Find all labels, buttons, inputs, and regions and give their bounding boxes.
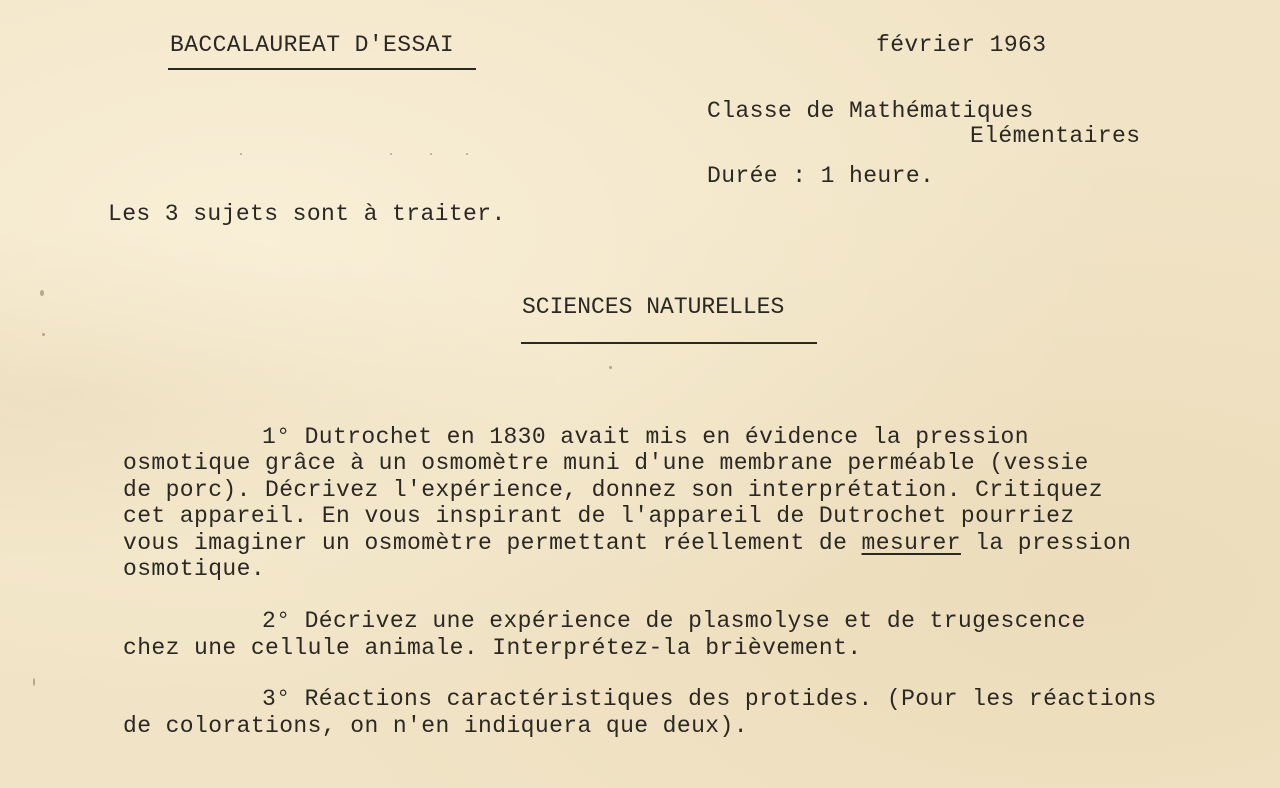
paper-speck bbox=[33, 678, 35, 686]
emphasized-word: mesurer bbox=[861, 530, 961, 556]
question-3-line-2: de colorations, on n'en indiquera que deux). bbox=[123, 713, 748, 739]
paper-speck bbox=[390, 153, 392, 155]
class-line-2: Elémentaires bbox=[970, 123, 1141, 149]
paper-speck bbox=[240, 153, 242, 155]
question-1-line-5-start: vous imaginer un osmomètre permettant réellement de bbox=[123, 530, 862, 556]
paper-speck bbox=[42, 333, 45, 336]
paper-speck bbox=[609, 366, 612, 369]
question-1-line-6: osmotique. bbox=[123, 556, 266, 582]
question-1-line-5 bbox=[123, 530, 1131, 557]
subject-title: SCIENCES NATURELLES bbox=[522, 294, 785, 320]
question-3-line-1: 3° Réactions caractéristiques des protides. (Pour les réactions bbox=[262, 686, 1157, 712]
exam-duration: Durée : 1 heure. bbox=[707, 163, 935, 189]
exam-title-underline bbox=[168, 68, 476, 70]
exam-title: BACCALAUREAT D'ESSAI bbox=[170, 32, 455, 58]
question-1-line-3: de porc). Décrivez l'expérience, donnez son interprétation. Critiquez bbox=[123, 477, 1103, 503]
class-line-1: Classe de Mathématiques bbox=[707, 98, 1034, 124]
paper-speck bbox=[40, 290, 44, 296]
paper-speck bbox=[430, 153, 432, 155]
question-2-line-2: chez une cellule animale. Interprétez-la brièvement. bbox=[123, 635, 862, 661]
question-1-line-5-end: la pression bbox=[960, 530, 1132, 556]
paper-speck bbox=[466, 153, 468, 155]
subject-title-underline bbox=[521, 342, 817, 344]
question-1-line-2: osmotique grâce à un osmomètre muni d'une membrane perméable (vessie bbox=[123, 450, 1089, 476]
question-2-line-1: 2° Décrivez une expérience de plasmolyse et de trugescence bbox=[262, 608, 1086, 634]
exam-instruction: Les 3 sujets sont à traiter. bbox=[108, 201, 506, 227]
question-1-line-4: cet appareil. En vous inspirant de l'appareil de Dutrochet pourriez bbox=[123, 503, 1075, 529]
question-1-line-1: 1° Dutrochet en 1830 avait mis en évidence la pression bbox=[262, 424, 1029, 450]
exam-date: février 1963 bbox=[876, 32, 1047, 58]
